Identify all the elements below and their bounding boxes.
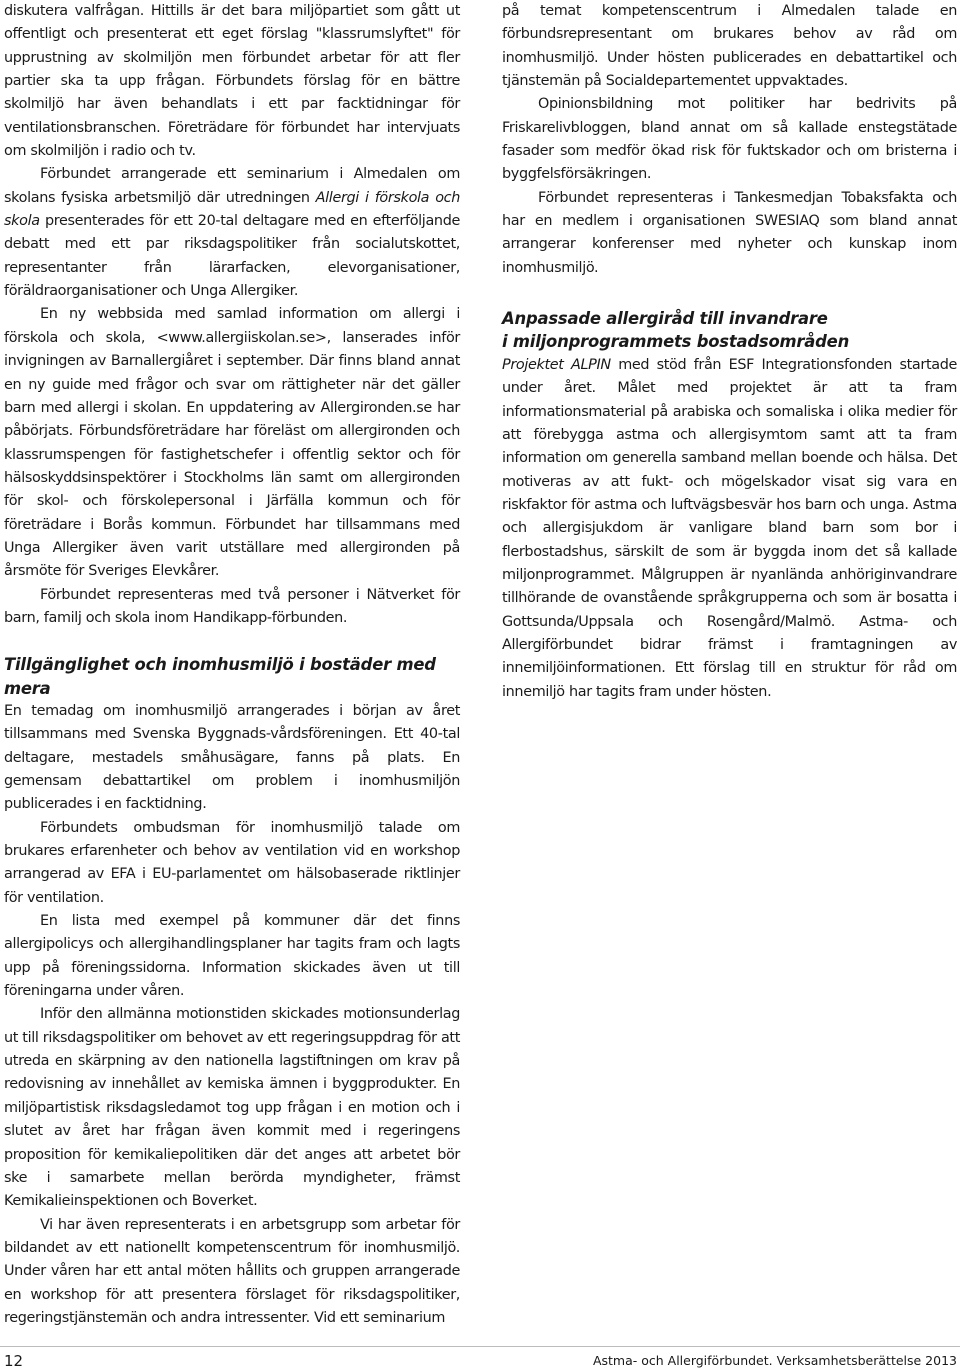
paragraph: [502, 354, 957, 704]
report-title: Allergi i förskola och skola: [4, 189, 460, 230]
paragraph: En ny webbsida med samlad information om allergi i förskola och skola, <www.allergiiskolan.se>, lanserades inför invigningen av Barnallergiåret i september. Där finns bland annat en ny guide med frågor och svar om rättigheter när det gäller barn med allergi i skolan. En uppdatering av Allergironden.se har påbörjats. Förbundsföreträdare har föreläst om allergironden och klassrumspengen för fastighetschefer i offentlig sektor och för hälsoskyddsinspektörer i Stockholms län samt om allergironden för skol- och förskolepersonal i Järfälla kommun och för företrädare i Borås kommun. Förbundet har tillsammans med Unga Allergiker även varit utställare med allergironden på årsmöte för Sveriges Elevkårer.: [4, 306, 460, 580]
section-heading: [502, 307, 957, 354]
paragraph: [4, 163, 460, 303]
footer-title: Astma- och Allergiförbundet. Verksamhetsberättelse 2013: [592, 1353, 957, 1368]
paragraph-text: Förbundet arrangerade ett seminarium i Almedalen om skolans fysiska arbetsmiljö där utredningen: [4, 166, 460, 206]
project-name: Projektet ALPIN: [502, 356, 611, 373]
paragraph: diskutera valfrågan. Hittills är det bara miljöpartiet som gått ut offentligt och presenterat ett eget förslag "klassrumslyftet" för upprustning av skolmiljön men förbundet arbetar för att fler partier ska ta upp frågan. Förbundets förslag för en bättre skolmiljö har även behandlats i ett par facktidningar för ventilationsbranschen. Företrädare för förbundet har intervjuats om skolmiljön i radio och tv.: [4, 3, 460, 160]
paragraph: Förbundets ombudsman för inomhusmiljö talade om brukares erfarenheter och behov av ventilation vid en workshop arrangerad av EFA i EU-parlamentet om hälsobaserade riktlinjer för ventilation.: [4, 819, 460, 906]
paragraph: Inför den allmänna motionstiden skickades motionsunderlag ut till riksdagspolitiker om behovet av ett regeringsuppdrag för att utreda en skärpning av den nationella lagstiftningen om krav på redovisning av innehållet av kemiska ämnen i byggprodukter. En miljöpartistisk riksdagsledamot tog upp frågan i en motion och i slutet av året har frågan även kommit med i regeringens proposition för kemikaliepolitiken där det anges att arbetet bör ske i samarbete mellan berörda myndigheter, främst Kemikalieinspektionen och Boverket.: [4, 1006, 460, 1210]
section-heading: Tillgänglighet och inomhusmiljö i bostäder med mera: [4, 655, 436, 698]
paragraph-text: presenterades för ett 20-tal deltagare med en efterföljande debatt med ett par riksdagspolitiker från socialutskottet, representanter från lärarfacken, elevorganisationer, föräldraorganisationer och Unga Allergiker.: [4, 213, 460, 300]
paragraph: Förbundet representeras med två personer i Nätverket för barn, familj och skola inom Handikapp-förbunden.: [4, 586, 460, 626]
paragraph: En lista med exempel på kommuner där det finns allergipolicys och allergihandlingsplaner har tagits fram och lagts upp på föreningssidorna. Information skickades även ut till föreningarna under våren.: [4, 913, 460, 1000]
paragraph-text: med stöd från ESF Integrationsfonden startade under året. Målet med projektet är att ta fram informationsmaterial på arabiska och somaliska i olika medier för att förebygga astma och allergisymtom samt att ta fram information om generella samband mellan boende och hälsa. Det motiveras av att fukt- och mögelskador visat sig vara en riskfaktor för astma och luftvägsbesvär hos barn och unga. Astma och allergisjukdom är vanligare bland barn som bor i flerbostadshus, särskilt de som är byggda inom det så kallade miljonprogrammet. Målgruppen är nyanlända anhöriginvandrare tillhörande de ovanstående språkgrupperna och som är bosatta i Gottsunda/Uppsala och Rosengård/Malmö. Astma- och Allergiförbundet bidrar främst i framtagningen av innemiljöinformationen. Ett förslag till en struktur för råd om innemiljö har tagits fram under hösten.: [502, 356, 957, 700]
heading-line: i miljonprogrammets bostadsområden: [502, 332, 850, 352]
page-footer: [0, 1346, 960, 1368]
right-column: [502, 0, 957, 704]
paragraph: på temat kompetenscentrum i Almedalen talade en förbundsrepresentant om brukares behov av råd om inomhusmiljö. Under hösten publicerades en debattartikel och tjänstemän på Socialdepartementet uppvaktades.: [502, 3, 957, 90]
page-number: 12: [4, 1352, 24, 1370]
heading-line: Anpassade allergiråd till invandrare: [502, 309, 828, 329]
paragraph: Förbundet representeras i Tankesmedjan Tobaksfakta och har en medlem i organisationen SWESIAQ som bland annat arrangerar konferenser med nyheter och kunskap inom inomhusmiljö.: [502, 189, 957, 276]
paragraph: Opinionsbildning mot politiker har bedrivits på Friskarelivbloggen, bland annat om så kallade enstegstätade fasader som medför ökad risk för fuktskador och om bristerna i byggfelsförsäkringen.: [502, 96, 957, 183]
left-column: [4, 0, 460, 1330]
paragraph: Vi har även representerats i en arbetsgrupp som arbetar för bildandet av ett nationellt kompetenscentrum för inomhusmiljö. Under våren har ett antal möten hållits och gruppen arrangerade en workshop för att presentera förslaget för riksdagspolitiker, regeringstjänstemän och andra intressenter. Vid ett seminarium: [4, 1216, 460, 1326]
paragraph: En temadag om inomhusmiljö arrangerades i början av året tillsammans med Svenska Byggnads-vårdsföreningen. Ett 40-tal deltagare, mestadels småhusägare, fanns på plats. En gemensam debattartikel om problem i inomhusmiljön publicerades i en facktidning.: [4, 702, 460, 813]
